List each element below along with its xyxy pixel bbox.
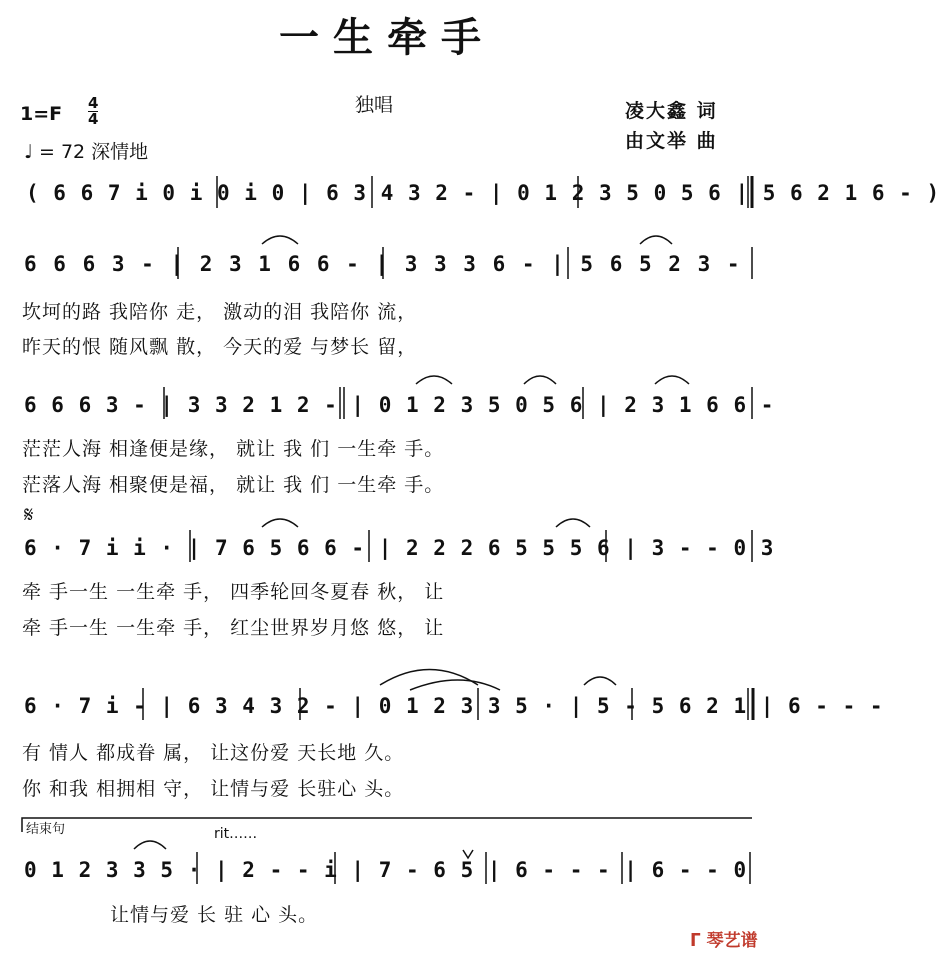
row1-notes: 6 6 6 3 - | 2 3 1 6 6 - | 3 3 3 6 - | 5 6 5 2 3 - (24, 252, 742, 276)
logo-icon: ᒥ (690, 931, 701, 951)
row4-lyric2: 你 和我 相拥相 守， 让情与爱 长驻心 头。 (22, 778, 405, 800)
performance-type: 独唱 (355, 94, 394, 116)
row1-lyric1: 坎坷的路 我陪你 走， 激动的泪 我陪你 流， (22, 301, 418, 323)
composer-credit: 由文举 曲 (625, 130, 718, 152)
row2-lyric1: 茫茫人海 相逢便是缘， 就让 我 们 一生牵 手。 (22, 438, 445, 460)
row4-lyric1: 有 情人 都成眷 属， 让这份爱 天长地 久。 (22, 742, 405, 764)
row4-notes: 6 · 7 i - | 6 3 4 3 2 - | 0 1 2 3 3 5 · | 5 - 5 6 2 1 | 6 - - - (24, 694, 884, 718)
lyricist-credit: 凌大鑫 词 (625, 100, 718, 122)
song-title: 一生牵手 (279, 15, 495, 61)
row2-notes: 6 6 6 3 - | 3 3 2 1 2 - | 0 1 2 3 5 0 5 6 | 2 3 1 6 6 - (24, 393, 775, 417)
tempo-marking: ♩ = 72 深情地 (24, 141, 149, 163)
row3-notes: 6 · 7 i i · | 7 6 5 6 6 - | 2 2 2 6 5 5 5 6 | 3 - - 0 3 (24, 536, 775, 560)
intro-notes: ( 6 6 7 i 0 i 0 i 0 | 6 3 4 3 2 - | 0 1 2 3 5 0 5 6 | 5 6 2 1 6 - ) (26, 181, 940, 205)
ritardando-mark: rit…… (214, 826, 258, 842)
row1-lyric2: 昨天的恨 随风飘 散， 今天的爱 与梦长 留， (22, 336, 418, 358)
watermark-text: 琴艺谱 (706, 931, 758, 951)
row2-lyric2: 茫落人海 相聚便是福， 就让 我 们 一生牵 手。 (22, 474, 445, 496)
row3-lyric2: 牵 手一生 一生牵 手， 红尘世界岁月悠 悠， 让 (22, 617, 445, 639)
ending-notes: 0 1 2 3 3 5 · | 2 - - i | 7 - 6 5 | 6 - - - | 6 - - 0 (24, 858, 748, 882)
segno-sign: 𝄋 (24, 503, 34, 528)
row3-lyric1: 牵 手一生 一生牵 手， 四季轮回冬夏春 秋， 让 (22, 581, 445, 603)
time-signature: 4 4 (88, 94, 99, 128)
ending-lyric: 让情与爱 长 驻 心 头。 (110, 904, 319, 926)
ending-label: 结束句 (26, 822, 66, 837)
key-signature: 1=F (20, 103, 63, 125)
